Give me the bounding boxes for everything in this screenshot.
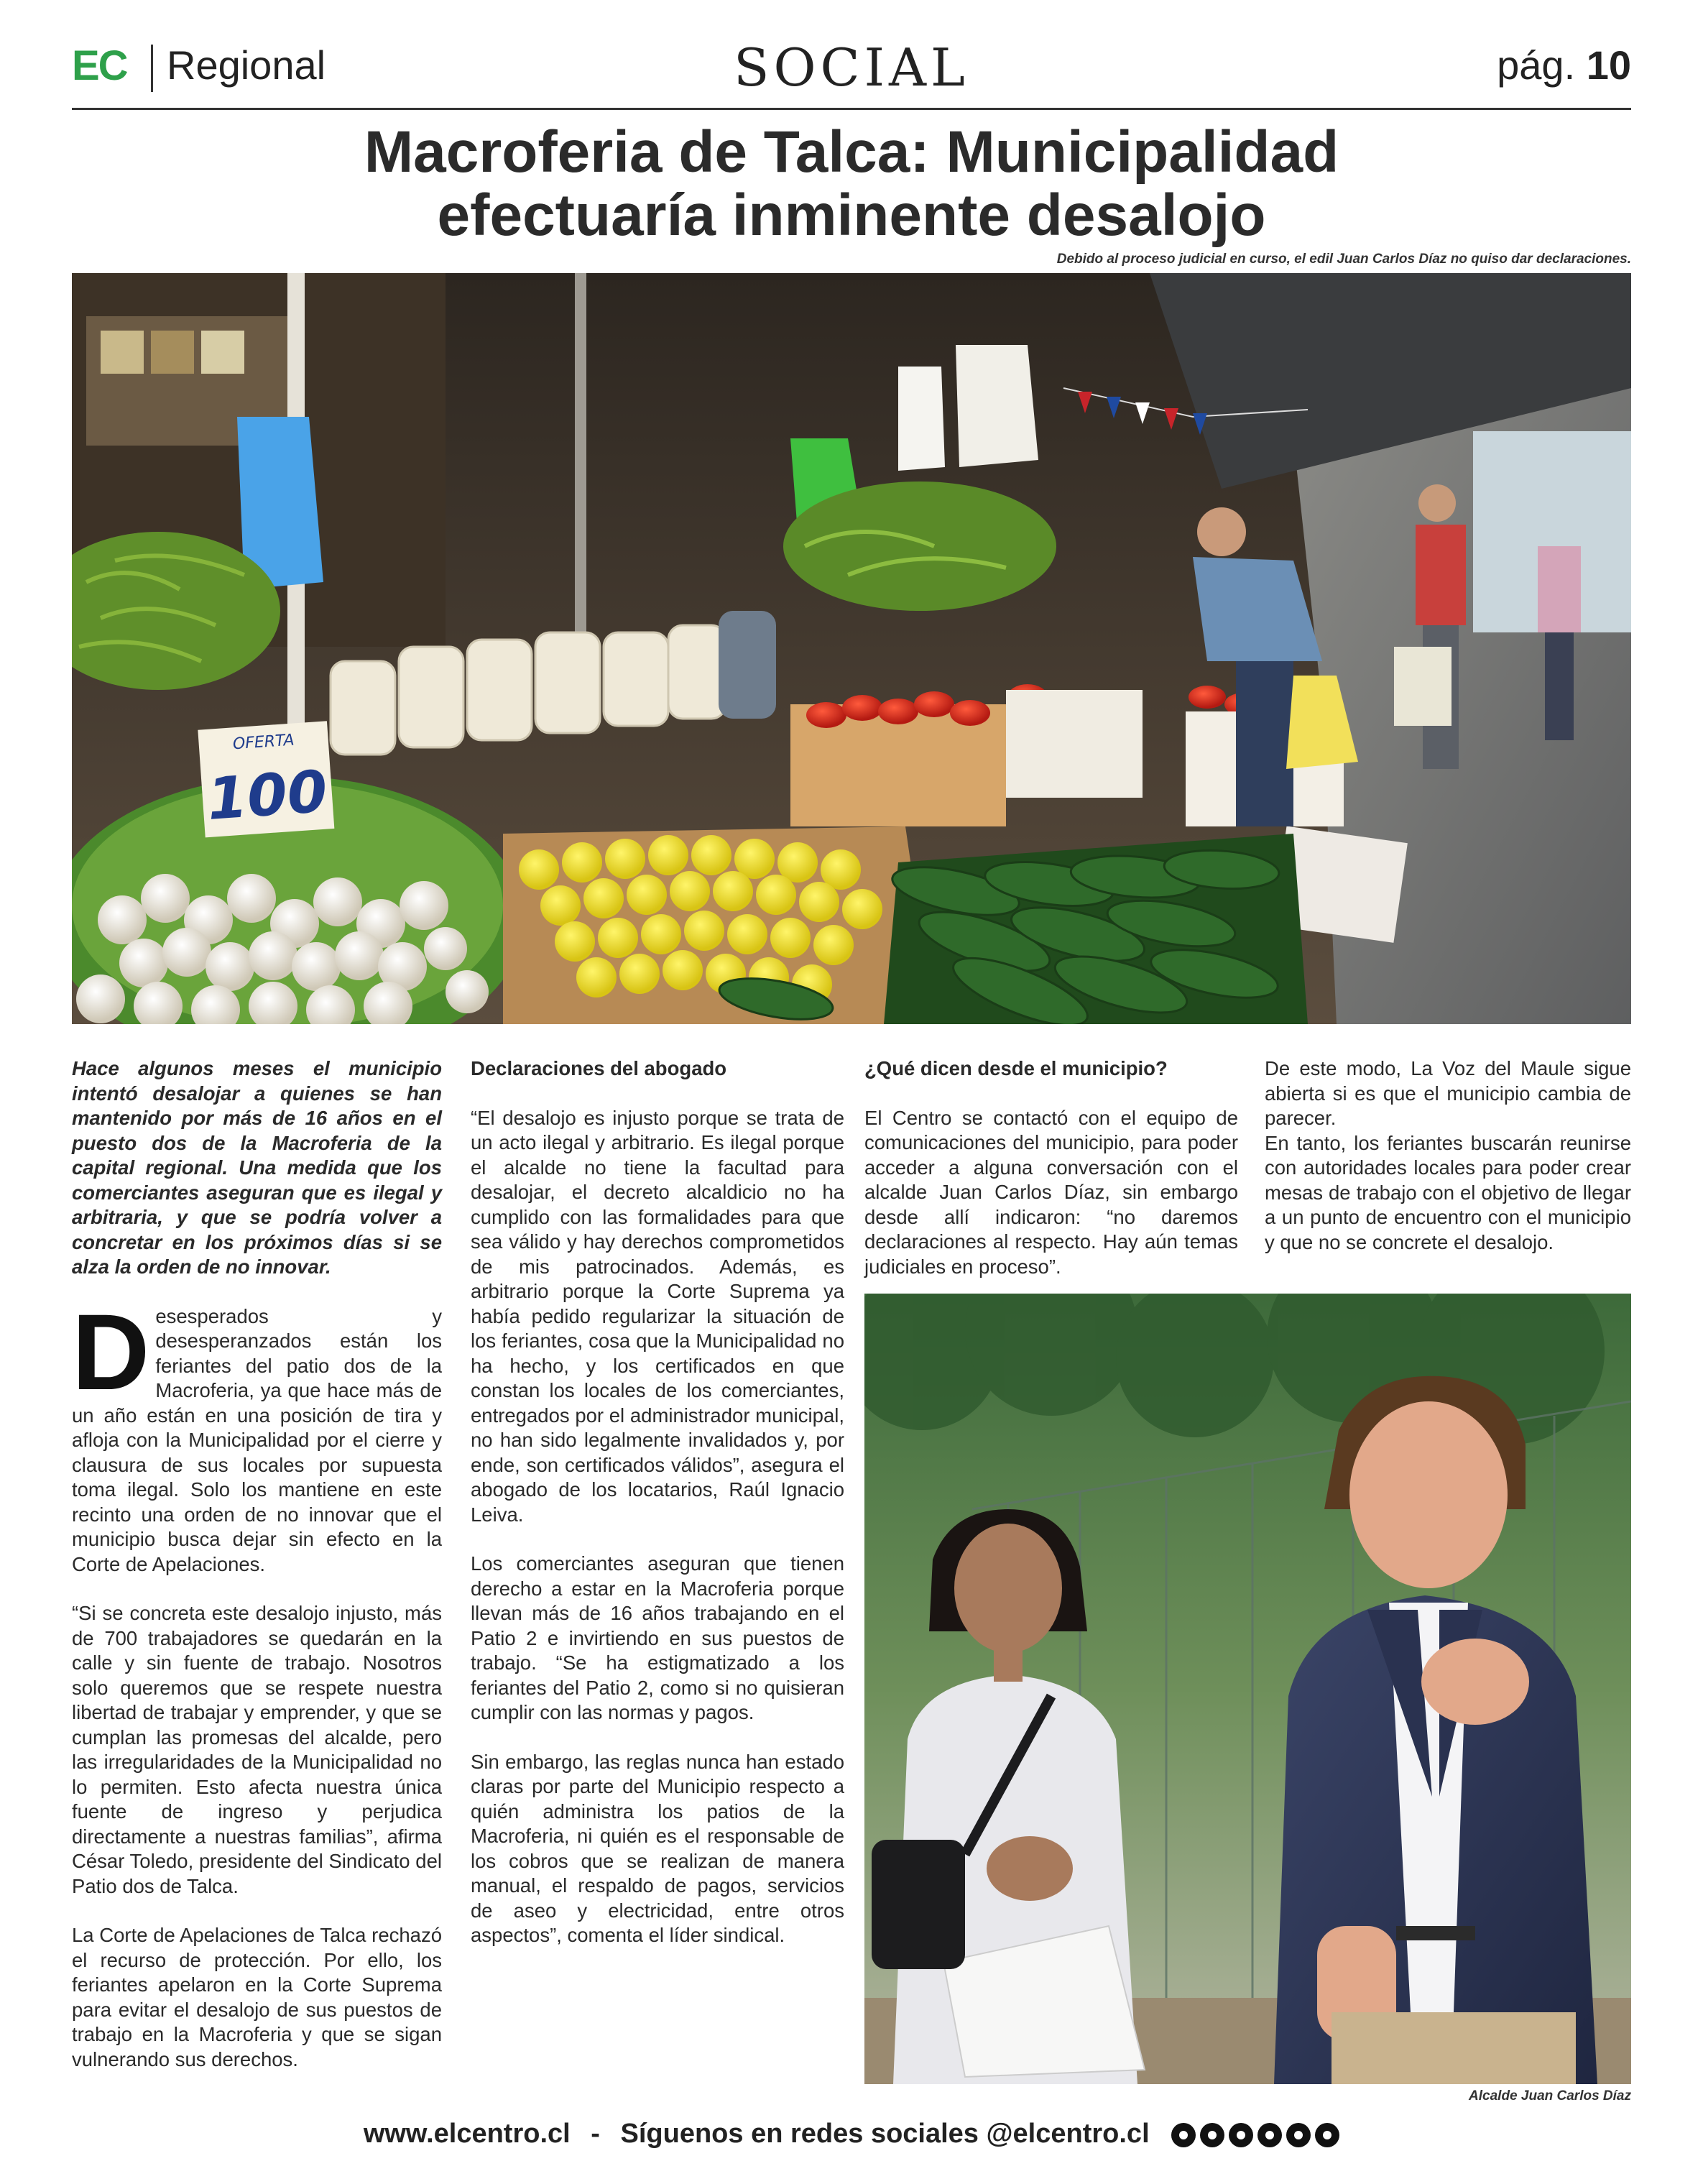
social-icons [1171,2123,1339,2147]
twitter-icon[interactable] [1257,2123,1282,2147]
spotify-icon[interactable] [1286,2123,1311,2147]
municipality-paragraph-1: El Centro se contactó con el equipo de comunicaciones del municipio, para poder acceder a alguna conversación con el alcalde Juan Carlos Díaz, sin embargo desde allí indicaron: “no daremos declaraciones al respecto. Hay aún temas judiciales en proceso”. [864,1106,1238,1278]
headline-line-2: efectuaría inminente desalojo [437,183,1266,248]
market-photo [72,273,1631,1024]
article-column-3 [864,1056,1238,1304]
instagram-icon[interactable] [1200,2123,1224,2147]
closing-paragraph-2: En tanto, los feriantes buscarán reunirse con autoridades locales para poder crear mesas de trabajo con el objetivo de llegar a un punto de encuentro con el municipio y que no se concrete el desalojo. [1265,1131,1631,1253]
mayor-photo [864,1294,1631,2084]
lawyer-paragraph-3: Sin embargo, las reglas nunca han estado claras por parte del Municipio respecto a quién administra los patios de la Macroferia, ni quién es el responsable de los cobros que se realizan de manera manual, el respaldo de pagos, servicios de aseo y electricidad, entre otros aspectos”, comenta el líder sindical. [471,1750,844,1946]
logo: EC [72,42,127,89]
closing-paragraph-1: De este modo, La Voz del Maule sigue abierta si es que el municipio cambia de parecer. [1265,1057,1631,1129]
page-number-value: 10 [1586,42,1631,88]
footer-website[interactable]: www.elcentro.cl [363,2119,571,2149]
article-paragraph-2: “Si se concreta este desalojo injusto, más de 700 trabajadores se quedarán en la calle y sin fuente de trabajo. Nosotros solo queremos que se respete nuestra libertad de trabajar y emprender, y que se cumplan las promesas del alcalde, pero las irregularidades de la Municipalidad no lo permiten. Esto afecta nuestra única fuente de ingreso y perjudica directamente a nuestras familias”, afirma César Toledo, presidente del Sindicato del Patio dos de Talca. [72,1602,442,1897]
headline-line-1: Macroferia de Talca: Municipalidad [364,119,1339,185]
page-number [1497,42,1631,88]
lawyer-paragraph-1: “El desalojo es injusto porque se trata de un acto ilegal y arbitrario. Es ilegal porque el alcalde no tiene la facultad para desalojar, el decreto alcaldicio no ha cumplido con las formalidades para que sea válido y hay derechos comprometidos de mis patrocinados. Además, es arbitrario porque la Corte Suprema ya había pedido regularizar la situación de los feriantes, cosa que la Municipalidad no ha hecho, y los certificados en que constan los locales de los comerciantes, entregados por el administrador municipal, no han sido legalmente invalidados y, por ende, son certificados válidos”, asegura el abogado de los locatarios, Raúl Ignacio Leiva. [471,1106,844,1526]
subhead-municipality: ¿Qué dicen desde el municipio? [864,1057,1168,1079]
article-column-2 [471,1056,844,1973]
page-prefix: pág. [1497,42,1576,88]
article-column-4 [1265,1056,1631,1279]
article-paragraph-1 [72,1291,442,1577]
article-lead: Hace algunos meses el municipio intentó desalojar a quienes se han mantenido por más de 16 años en el puesto dos de la Macroferia de la capital regional. Una medida que los comerciantes aseguran que es ilegal y arbitraria, y que se podría volver a concretar en los próximos días si se alza la orden de no innovar. [72,1057,442,1278]
footer-separator: - [591,2119,600,2149]
headline [72,121,1631,247]
photo-caption-top: Debido al proceso judicial en curso, el edil Juan Carlos Díaz no quiso dar declaraciones. [1056,252,1631,267]
section-title: SOCIAL [734,37,969,98]
price-tag-label: OFERTA [232,731,295,754]
article-paragraph-1-text: esesperados y desesperanzados están los feriantes del patio dos de la Macroferia, ya que hace más de un año están en una posición de tira y afloja con la Municipalidad por el cierre y clausura de sus locales por supuesta toma ilegal. Solo los mantiene en este recinto una orden de no innovar que el municipio busca dejar sin efecto en la Corte de Apelaciones. [72,1304,442,1575]
section-label: Regional [167,42,326,88]
photo-caption-bottom: Alcalde Juan Carlos Díaz [1469,2088,1631,2104]
drop-cap: D [72,1291,150,1412]
header-rule [72,108,1631,110]
price-tag-value: 100 [205,757,330,833]
youtube-icon[interactable] [1229,2123,1253,2147]
footer-social-text: Síguenos en redes sociales @elcentro.cl [620,2119,1150,2149]
lawyer-paragraph-2: Los comerciantes aseguran que tienen derecho a estar en la Macroferia porque llevan más de 16 años trabajando en el Patio 2 e invirtiendo en sus puestos de trabajo. “Se ha estigmatizado a los feriantes del Patio 2, como si no quisieran cumplir con las normas y pagos. [471,1552,844,1723]
article-paragraph-3: La Corte de Apelaciones de Talca rechazó el recurso de protección. Por ello, los feriantes apelaron en la Corte Suprema para evitar el desalojo de sus puestos de trabajo en la Macroferia y que se sigan vulnerando sus derechos. [72,1924,442,2070]
facebook-icon[interactable] [1171,2123,1196,2147]
article-column-1 [72,1056,442,2096]
tiktok-icon[interactable] [1315,2123,1339,2147]
footer [0,2119,1703,2150]
subhead-lawyer: Declaraciones del abogado [471,1057,727,1079]
